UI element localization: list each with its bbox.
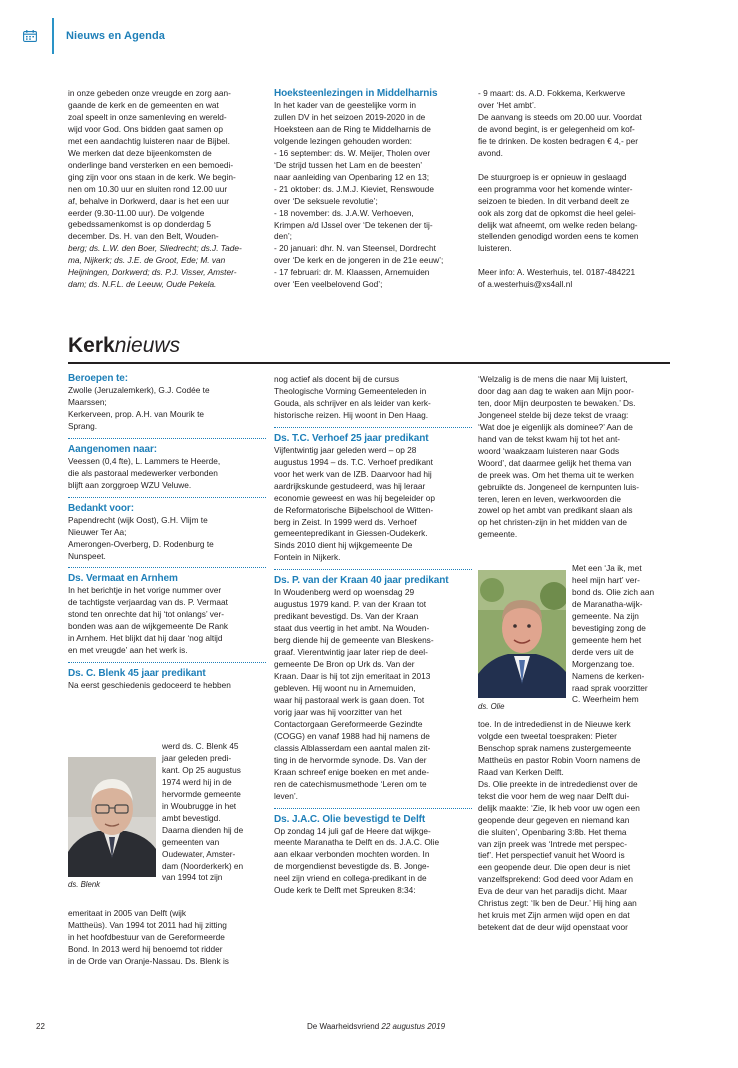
heading-blenk: Ds. C. Blenk 45 jaar predikant: [68, 668, 206, 680]
text-line: Op zondag 14 juli gaf de Heere dat wijkge-: [274, 825, 431, 836]
text-line: aardrijkskunde gestudeerd, was hij leraar: [274, 480, 426, 491]
text-line: gebleven. Hij woont nu in Arnemuiden,: [274, 682, 416, 693]
text-line: in het hoofdbestuur van de Gereformeerde: [68, 931, 225, 942]
text-line: op het christen-zijn in het midden van de: [478, 517, 627, 528]
text-line: delijk maakte: ‘Zie, Ik heb voor uw ogen een: [478, 802, 640, 813]
article-heading: Hoeksteenlezingen in Middelharnis: [274, 88, 438, 99]
text-line: met een aandachtig luisteren naar de Bijbel.: [68, 135, 230, 146]
text-line-italic: ma, Nijkerk; ds. J.E. de Groot, Ede; M. van: [68, 255, 226, 266]
text-line: Fontein in Nijkerk.: [274, 552, 341, 563]
text-line: - 21 oktober: ds. J.M.J. Kieviet, Renswoude: [274, 183, 435, 194]
text-line-italic: berg; ds. L.W. den Boer, Sliedrecht; ds.J. Tade-: [68, 243, 242, 254]
text-line: Morgenzang toe.: [572, 658, 635, 669]
text-line: Daarna dienden hij de: [162, 824, 244, 835]
portrait-image: [478, 570, 566, 698]
text-line: Oude kerk te Delft met Spreuken 8:34:: [274, 885, 416, 896]
heading-kraan: Ds. P. van der Kraan 40 jaar predikant: [274, 575, 449, 587]
heading-olie: Ds. J.A.C. Olie bevestigd te Delft: [274, 813, 426, 825]
text-line: ‘Wat doe je eigenlijk als dominee?’ Aan de: [478, 421, 633, 432]
text-line: en met vreugde’ aan het werk is.: [68, 645, 188, 656]
text-line: het kruis met Zijn armen wijd open en dat: [478, 910, 630, 921]
text-line: ting in de hervormde synode. Ds. Van der: [274, 754, 427, 765]
text-line: Hoeksteen aan de Ring te Middelharnis de: [274, 123, 431, 134]
text-line: naar aanleiding van Openbaring 12 en 13;: [274, 171, 429, 182]
text-line: Kraan schreef enige boeken en met ande-: [274, 766, 429, 777]
text-line: Theologische Vorming Gemeenteleden in: [274, 385, 427, 396]
text-line: stond ten onrechte dat hij ‘tot onlangs’ ver-: [68, 609, 225, 620]
top-column-2: [274, 87, 470, 291]
text-line: gemeenten van: [162, 836, 220, 847]
text-line: Met een ‘Ja ik, met: [572, 563, 642, 573]
kerknieuws-column-3: [478, 374, 678, 541]
text-line: eerder (9.30-11.00 uur). De volgende: [68, 207, 205, 218]
photo-caption-blenk: ds. Blenk: [68, 880, 101, 889]
text-line: gemeente De Bron op Urk ds. Van der: [274, 659, 415, 670]
text-line: een programma voor het komende winter-: [478, 183, 633, 194]
heading-verhoef: Ds. T.C. Verhoef 25 jaar predikant: [274, 432, 429, 444]
publication-date: 22 augustus 2019: [381, 1022, 446, 1031]
text-line: den’;: [274, 231, 292, 242]
text-line-italic: Heijningen, Dorkwerd; ds. P.J. Visser, Amster-: [68, 267, 237, 278]
text-line: Benschop sprak namens zustergemeente: [478, 742, 632, 753]
text-line: graaf. Vierentwintig jaar later riep de deel-: [274, 647, 428, 658]
text-line: waar hij pastoraal werk is gaan doen. Tot: [274, 694, 425, 705]
text-line: classis Alblasserdam een aantal malen zit-: [274, 742, 431, 753]
text-line: werd ds. C. Blenk 45: [162, 741, 239, 751]
text-line: meente Maranatha te Delft en ds. J.A.C. Olie: [274, 837, 440, 848]
top-column-3: [478, 88, 678, 291]
text-line: zoal speelt in onze samenleving en wereld-: [68, 111, 227, 122]
dotted-divider: [274, 569, 472, 570]
text-line: Na eerst geschiedenis gedoceerd te hebben: [68, 680, 231, 691]
text-line: jaar geleden predi-: [162, 752, 232, 763]
text-line: de Reformatorische Bijbelschool de Witten-: [274, 504, 434, 515]
text-line: Oudewater, Amster-: [162, 848, 236, 859]
text-line: nog actief als docent bij de cursus: [274, 374, 399, 384]
title-italic-part: nieuws: [114, 334, 181, 357]
text-line: Krimpen a/d IJssel over ‘De tekenen der tij-: [274, 219, 433, 230]
text-line: In het kader van de geestelijke vorm in: [274, 100, 417, 110]
text-line: gemeente hem het: [572, 634, 642, 645]
text-line: hervormde gemeente: [162, 788, 241, 799]
kerknieuws-column-1: [68, 372, 266, 692]
text-line: De stuurgroep is er opnieuw in geslaagd: [478, 171, 627, 182]
text-line: gemeente. Na zijn: [572, 610, 639, 621]
text-line: augustus 1994 – ds. T.C. Verhoef predikant: [274, 456, 433, 467]
text-line: 1974 werd hij in de: [162, 776, 232, 787]
text-line: aan elkaar verbonden mochten worden. In: [274, 849, 430, 860]
text-line: avond.: [478, 147, 503, 158]
photo-ds-blenk: [68, 757, 156, 877]
text-line: neel zijn vriend en collega-predikant in de: [274, 873, 427, 884]
text-line: Ds. Olie preekte in de intrededienst over de: [478, 778, 638, 789]
text-line: bevestiging zong de: [572, 622, 646, 633]
page-number: 22: [36, 1022, 45, 1031]
text-line: zowel op het ambt van predikant slaan als: [478, 505, 633, 516]
text-line: wijd voor God. Ons bidden gaat samen op: [68, 123, 223, 134]
text-line: Bond. In 2013 werd hij benoemd tot ridder: [68, 943, 223, 954]
text-line: We merken dat deze bijeenkomsten de: [68, 147, 212, 158]
text-line: geopende deur gegeven en niemand kan: [478, 814, 630, 825]
text-line: historische reizen. Hij woont in Den Haag.: [274, 409, 429, 420]
text-line: ten, door Mijn deurposten te bewaken.’ Ds.: [478, 397, 636, 408]
text-line: zullen DV in het seizoen 2019-2020 in de: [274, 111, 426, 122]
text-line: - 16 september: ds. W. Meijer, Tholen over: [274, 147, 431, 158]
text-line: gebedssamenkomst is op donderdag 5: [68, 219, 211, 230]
heading-bedankt: Bedankt voor:: [68, 502, 134, 514]
text-line: Namens de kerken-: [572, 670, 645, 681]
dotted-divider: [68, 497, 266, 498]
heading-aangenomen: Aangenomen naar:: [68, 443, 157, 455]
text-line: volgende lezingen gehouden worden:: [274, 135, 412, 146]
text-line: - 9 maart: ds. A.D. Fokkema, Kerkwerve: [478, 88, 626, 98]
text-line: Gouda, als schrijver en als leider van kerk-: [274, 397, 431, 408]
text-line: Amerongen-Overberg, D. Rodenburg te: [68, 538, 214, 549]
text-line: Veessen (0,4 fte), L. Lammers te Heerde,: [68, 455, 221, 466]
text-line: In het berichtje in het vorige nummer over: [68, 585, 222, 596]
text-line: Mattheüs). Van 1994 tot 2011 had hij zitting: [68, 919, 227, 930]
section-rule: [68, 362, 670, 364]
text-line: heel mijn hart’ ver-: [572, 574, 640, 585]
text-line: over ‘De kerk en de jongeren in de 21e eeuw’;: [274, 255, 444, 266]
text-line: in Arnhem. Het blijkt dat hij daar ‘nog altijd: [68, 633, 223, 644]
text-line: Nieuwer Ter Aa;: [68, 526, 127, 537]
page-header: [0, 0, 738, 70]
text-line: van 1994 tot zijn: [162, 872, 223, 883]
text-line: Eva de deur van het paradijs dicht. Maar: [478, 886, 627, 897]
text-line: of a.westerhuis@xs4all.nl: [478, 279, 573, 290]
text-line: Sinds 2010 dient hij wijkgemeente De: [274, 540, 413, 551]
text-line: gemeente.: [478, 529, 518, 540]
photo-ds-olie: [478, 570, 566, 698]
text-line: de avond begint, is er gelegenheid om kof-: [478, 123, 635, 134]
text-line: Vijfentwintig jaar geleden werd – op 28: [274, 444, 417, 455]
text-line: betekent dat de deur wijd openstaat voor: [478, 922, 628, 933]
text-line: predikant bevestigd. Ds. Van der Kraan: [274, 611, 419, 622]
text-line: gemeentepredikant in Giessen-Oudekerk.: [274, 528, 428, 539]
title-bold-part: Kerk: [68, 334, 115, 357]
text-line: die sluiten’, Openbaring 3:8b. Het thema: [478, 826, 627, 837]
text-line: dam (Noorderkerk) en: [162, 860, 244, 871]
kerknieuws-column-2: [274, 374, 472, 897]
text-line: die als pastoraal medewerker verbonden: [68, 467, 218, 478]
text-line: teren, leren en leven, werkwoorden die: [478, 493, 621, 504]
text-line: door dag aan dag te waken aan Mijn poor-: [478, 385, 634, 396]
text-line: over ‘Het ambt’.: [478, 99, 537, 110]
header-divider: [52, 18, 54, 54]
text-line: emeritaat in 2005 van Delft (wijk: [68, 908, 187, 918]
text-line: Raad van Kerken Delft.: [478, 766, 564, 777]
olie-side-text: [572, 563, 678, 706]
text-line: berg diende hij de gemeente van Bleskens-: [274, 635, 434, 646]
blenk-side-text: [162, 741, 266, 884]
text-line: de tachtigste verjaardag van ds. P. Vermaat: [68, 597, 228, 608]
text-line: tekst die voor hem de weg naar Delft dui-: [478, 790, 630, 801]
heading-vermaat: Ds. Vermaat en Arnhem: [68, 573, 178, 585]
text-line: over ‘De seksuele revolutie’;: [274, 195, 378, 206]
text-line: over ‘Een veelbelovend God’;: [274, 279, 383, 290]
text-line: toe. In de intrededienst in de Nieuwe kerk: [478, 719, 631, 729]
text-line: vanzelfsprekend: God deed voor Adam en: [478, 874, 633, 885]
text-line: bond ds. Olie zich aan: [572, 586, 655, 597]
text-line: ambt bevestigd.: [162, 812, 221, 823]
blenk-bottom-text: [68, 884, 266, 968]
text-line: kant. Op 25 augustus: [162, 764, 241, 775]
text-line: in de Orde van Oranje-Nassau. Ds. Blenk is: [68, 955, 229, 966]
text-line: De aanvang is steeds om 20.00 uur. Voordat: [478, 111, 642, 122]
text-line: In Woudenberg werd op woensdag 29: [274, 587, 415, 598]
text-line: - 17 februari: dr. M. Klaassen, Arnemuiden: [274, 267, 430, 278]
text-line: - 20 januari: dhr. N. van Steensel, Dordrecht: [274, 243, 436, 254]
publication-name: De Waarheidsvriend: [307, 1022, 380, 1031]
text-line: Christus zegt: ‘Ik ben de Deur.’ Hij hing aan: [478, 898, 637, 909]
text-line: Jongeneel stelde bij deze tekst de vraag:: [478, 409, 629, 420]
text-line: ren de catechismusmethode ‘Leren om te: [274, 778, 427, 789]
text-line: de preek was. Om het thema uit te werken: [478, 469, 634, 480]
text-line: ‘Welzalig is de mens die naar Mij luistert,: [478, 374, 628, 384]
text-line: Woord’, dat daarmee gelijk het thema van: [478, 457, 632, 468]
text-line: C. Weerheim hem: [572, 694, 639, 705]
text-line: de morgendienst bevestigde ds. B. Jonge-: [274, 861, 430, 872]
text-line: seizoen te bieden. In dit verband deelt ze: [478, 195, 630, 206]
heading-beroepen: Beroepen te:: [68, 373, 128, 384]
section-title: Nieuws en Agenda: [66, 30, 165, 42]
text-line: Kraan. Daar is hij tot zijn emeritaat in 2013: [274, 671, 431, 682]
text-line: leven’.: [274, 790, 298, 801]
text-line: onderlinge band versterken en een bemoedi-: [68, 159, 234, 170]
text-line: Papendrecht (wijk Oost), G.H. Vlijm te: [68, 514, 208, 525]
text-line: economie geweest en was hij begeleider op: [274, 492, 435, 503]
text-line: staat dus veertig in het ambt. Na Wouden-: [274, 623, 430, 634]
text-line: Zwolle (Jeruzalemkerk), G.J. Codée te: [68, 385, 210, 395]
text-line: nen om 10.30 uur en sluiten rond 12.00 uur: [68, 183, 228, 194]
text-line: woord ‘waakzaam luisteren naar Gods: [478, 445, 620, 456]
text-line: fie te drinken. De kosten bedragen € 4,- per: [478, 135, 639, 146]
text-line: vorig jaar was hij voorzitter van het: [274, 706, 402, 717]
kerknieuws-title: [68, 333, 180, 359]
text-line: Kerkerveen, prop. A.H. van Mourik te: [68, 408, 205, 419]
text-line: de Maranatha-wijk-: [572, 598, 643, 609]
text-line: tief’. Het perspectief vanuit het Woord is: [478, 850, 625, 861]
text-line-italic: dam; ds. N.F.L. de Leeuw, Oude Pekela.: [68, 279, 217, 290]
text-line: Maarssen;: [68, 396, 107, 407]
text-line: stellenden genodigd worden eens te komen: [478, 231, 639, 242]
olie-bottom-text: [478, 707, 678, 934]
text-line: blijft aan zorggroep WZU Veluwe.: [68, 479, 192, 490]
dotted-divider: [274, 808, 472, 809]
calendar-icon: [23, 30, 37, 42]
text-line: (COGG) en vanaf 1988 had hij namens de: [274, 730, 430, 741]
text-line: Contactorgaan Gereformeerde Gezindte: [274, 718, 423, 729]
photo-caption-olie: ds. Olie: [478, 702, 505, 711]
text-line: augustus 1979 kand. P. van der Kraan tot: [274, 599, 427, 610]
text-line: Sprang.: [68, 420, 98, 431]
dotted-divider: [68, 438, 266, 439]
text-line: delijk wat afneemt, om welke reden belang-: [478, 219, 638, 230]
dotted-divider: [68, 567, 266, 568]
text-line: ook als zorg dat de opkomst die heel gelei-: [478, 207, 636, 218]
text-line: gebruikte ds. Jongeneel de kernpunten luis-: [478, 481, 639, 492]
dotted-divider: [68, 662, 266, 663]
portrait-image: [68, 757, 156, 877]
text-line: af, behalve in Dorkwerd, daar is het een uur: [68, 195, 229, 206]
dotted-divider: [274, 427, 472, 428]
text-line: voor het werk van de IZB. Daarvoor had hij: [274, 468, 432, 479]
text-line: raad sprak voorzitter: [572, 682, 648, 693]
text-line: derde vers uit de: [572, 646, 634, 657]
text-line: gaande de kerk en de gemeenten en wat: [68, 99, 219, 110]
text-line: Mattheüs en pastor Robin Voorn namens de: [478, 754, 641, 765]
text-line: in onze gebeden onze vreugde en zorg aan-: [68, 88, 231, 98]
text-line: een geopende deur. Die open deur is niet: [478, 862, 631, 873]
text-line: in Woubrugge in het: [162, 800, 237, 811]
text-line: luisteren.: [478, 243, 512, 254]
text-line: december. Ds. H. van den Belt, Wouden-: [68, 231, 219, 242]
text-line: bonden was aan de wijkgemeente De Rank: [68, 621, 229, 632]
text-line: volgde een tweetal toespraken: Pieter: [478, 730, 617, 741]
top-column-1: [68, 88, 264, 291]
text-line: Nunspeet.: [68, 550, 106, 561]
text-line: berg in Zeist. In 1999 werd ds. Verhoef: [274, 516, 417, 527]
text-line: hand van de tekst kwam hij tot het ant-: [478, 433, 621, 444]
text-line: van zijn preek was ‘Intrede met perspec-: [478, 838, 627, 849]
text-line: ging zijn voor ons staan in de kerk. We begin-: [68, 171, 236, 182]
text-line: Meer info: A. Westerhuis, tel. 0187-484221: [478, 267, 636, 278]
publication-footer: [307, 1022, 445, 1031]
text-line: - 18 november: ds. J.A.W. Verhoeven,: [274, 207, 414, 218]
text-line: ‘De strijd tussen het Lam en de beesten’: [274, 159, 423, 170]
